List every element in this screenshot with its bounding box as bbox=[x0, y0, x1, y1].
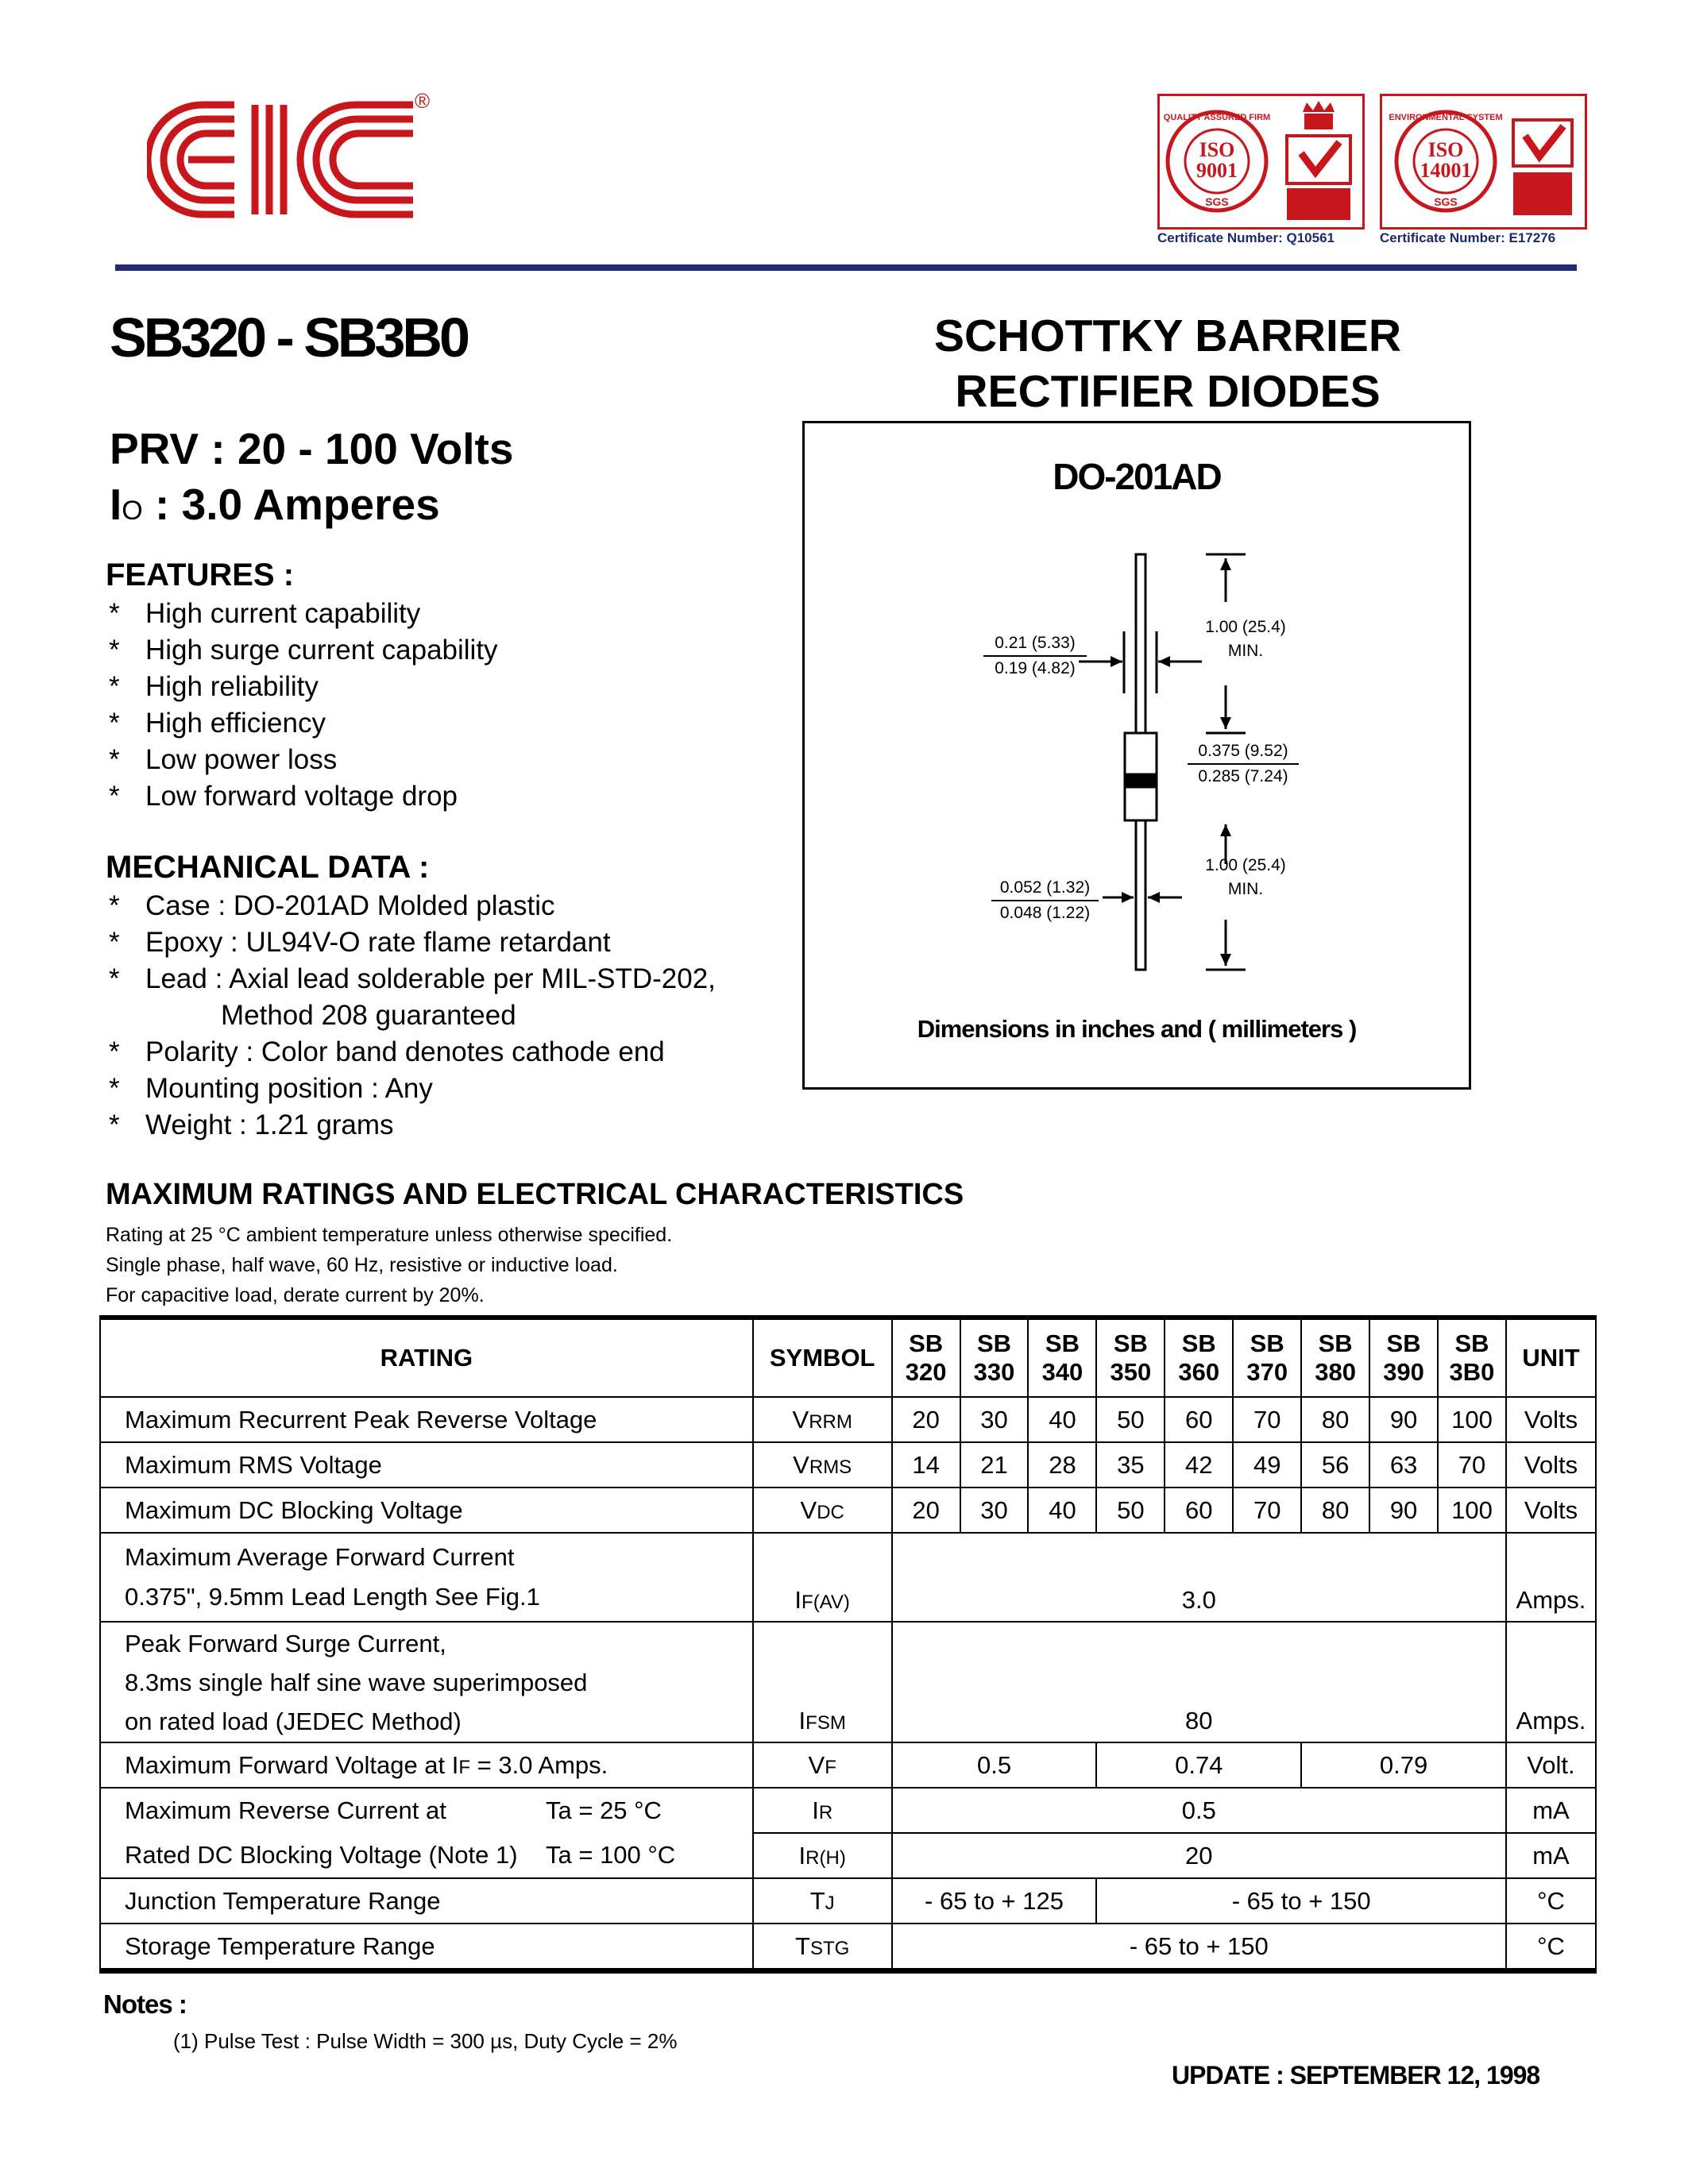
mechanical-item: * Polarity : Color band denotes cathode end bbox=[106, 1034, 716, 1071]
mechanical-item: * Epoxy : UL94V-O rate flame retardant bbox=[106, 924, 716, 961]
cell-value: 42 bbox=[1165, 1442, 1233, 1488]
cell-value: 3.0 bbox=[892, 1533, 1506, 1622]
svg-text:ENVIRONMENTAL SYSTEM: ENVIRONMENTAL SYSTEM bbox=[1389, 113, 1503, 122]
feature-item: * High reliability bbox=[106, 669, 498, 705]
dim-top-lead-min: MIN. bbox=[1227, 642, 1264, 660]
header-part: SB 340 bbox=[1028, 1319, 1096, 1397]
io-line bbox=[110, 477, 513, 538]
cert-number-14001: Certificate Number: E17276 bbox=[1380, 230, 1556, 245]
mechanical-item-cont: Method 208 guaranteed bbox=[221, 1000, 516, 1031]
cell-value: 0.5 bbox=[892, 1742, 1097, 1788]
ratings-heading: MAXIMUM RATINGS AND ELECTRICAL CHARACTERISTICS bbox=[106, 1178, 964, 1211]
header-rule bbox=[115, 264, 1577, 271]
io-value: : 3.0 Amperes bbox=[142, 480, 440, 529]
product-title bbox=[826, 308, 1509, 419]
cell-value: 70 bbox=[1438, 1442, 1506, 1488]
table-row-vdc bbox=[100, 1488, 1596, 1533]
cell-unit: Amps. bbox=[1506, 1622, 1596, 1742]
mechanical-item: * Case : DO-201AD Molded plastic bbox=[106, 888, 716, 924]
cell-value: - 65 to + 150 bbox=[1096, 1878, 1506, 1924]
cell-value: 0.79 bbox=[1301, 1742, 1506, 1788]
dim-bottom-lead-length-value: 1.00 (25.4) bbox=[1205, 856, 1286, 874]
iso9001-badge bbox=[1157, 94, 1365, 230]
cell-unit: Volt. bbox=[1506, 1742, 1596, 1788]
cell-unit: mA bbox=[1506, 1788, 1596, 1833]
cell-value: 63 bbox=[1369, 1442, 1438, 1488]
table-header-row bbox=[100, 1319, 1596, 1397]
row-symbol: VDC bbox=[753, 1488, 892, 1533]
io-subscript: O bbox=[122, 496, 143, 526]
cell-value: 90 bbox=[1369, 1488, 1438, 1533]
dim-lead-diameter bbox=[991, 876, 1099, 925]
feature-item: * High efficiency bbox=[106, 705, 498, 742]
cell-unit: Volts bbox=[1506, 1488, 1596, 1533]
title-line-2: RECTIFIER DIODES bbox=[955, 366, 1381, 417]
ratings-table bbox=[99, 1318, 1597, 1970]
header-rating: RATING bbox=[100, 1319, 753, 1397]
header-part: SB 360 bbox=[1165, 1319, 1233, 1397]
logo-text: EIC bbox=[147, 95, 149, 96]
cell-value: 70 bbox=[1233, 1397, 1301, 1442]
cell-value: 60 bbox=[1165, 1397, 1233, 1442]
cell-value: 14 bbox=[892, 1442, 960, 1488]
table-row-irh bbox=[100, 1833, 1596, 1878]
svg-text:SGS: SGS bbox=[1205, 195, 1229, 208]
cell-unit: Amps. bbox=[1506, 1533, 1596, 1622]
dim-lead-diameter-max: 0.052 (1.32) bbox=[991, 876, 1099, 901]
prv-io-block bbox=[110, 421, 513, 538]
cell-value: 35 bbox=[1096, 1442, 1165, 1488]
svg-text:QUALITY ASSURED FIRM: QUALITY ASSURED FIRM bbox=[1163, 113, 1271, 122]
dim-body-length bbox=[1188, 739, 1299, 789]
cell-value: 60 bbox=[1165, 1488, 1233, 1533]
features-heading: FEATURES : bbox=[106, 558, 295, 592]
row-label: Junction Temperature Range bbox=[100, 1878, 753, 1924]
row-symbol: IFSM bbox=[753, 1622, 892, 1742]
table-row-ifsm bbox=[100, 1622, 1596, 1742]
condition-line: Single phase, half wave, 60 Hz, resistive or inductive load. bbox=[106, 1254, 618, 1276]
ratings-conditions bbox=[106, 1220, 672, 1310]
table-row-ir bbox=[100, 1788, 1596, 1833]
package-drawing-box bbox=[802, 421, 1471, 1090]
diode-outline-drawing bbox=[805, 423, 1469, 1087]
cell-unit: mA bbox=[1506, 1833, 1596, 1878]
mechanical-item: * Lead : Axial lead solderable per MIL-STD-202, bbox=[106, 961, 716, 997]
table-bottom-rule bbox=[99, 1970, 1597, 1974]
cell-unit: °C bbox=[1506, 1878, 1596, 1924]
cell-value: 28 bbox=[1028, 1442, 1096, 1488]
row-label: Maximum Average Forward Current 0.375", 9.5mm Lead Length See Fig.1 bbox=[100, 1533, 753, 1622]
header-part: SB 370 bbox=[1233, 1319, 1301, 1397]
cell-value: 70 bbox=[1233, 1488, 1301, 1533]
cell-value: 56 bbox=[1301, 1442, 1369, 1488]
table-row-vf bbox=[100, 1742, 1596, 1788]
cell-value: 100 bbox=[1438, 1397, 1506, 1442]
mechanical-item: * Mounting position : Any bbox=[106, 1071, 716, 1107]
table-row-vrms bbox=[100, 1442, 1596, 1488]
cell-value: 20 bbox=[892, 1397, 960, 1442]
eic-logo bbox=[147, 95, 421, 226]
row-label: Peak Forward Surge Current, 8.3ms single half sine wave superimposed on rated load (JEDEC Method) bbox=[100, 1622, 753, 1742]
cell-value: 30 bbox=[960, 1488, 1029, 1533]
feature-item: * Low forward voltage drop bbox=[106, 778, 498, 815]
row-symbol: VF bbox=[753, 1742, 892, 1788]
prv-line: PRV : 20 - 100 Volts bbox=[110, 424, 514, 473]
cell-value: 30 bbox=[960, 1397, 1029, 1442]
cell-value: 80 bbox=[1301, 1397, 1369, 1442]
condition-line: For capacitive load, derate current by 20%. bbox=[106, 1284, 485, 1306]
condition-line: Rating at 25 °C ambient temperature unless otherwise specified. bbox=[106, 1224, 673, 1246]
part-number: SB320 - SB3B0 bbox=[110, 307, 467, 369]
dim-body-diameter-max: 0.21 (5.33) bbox=[983, 631, 1087, 657]
mechanical-list bbox=[106, 888, 716, 1144]
note-1: (1) Pulse Test : Pulse Width = 300 µs, Duty Cycle = 2% bbox=[173, 2029, 678, 2053]
package-name: DO-201AD bbox=[1053, 456, 1221, 497]
cell-unit: Volts bbox=[1506, 1397, 1596, 1442]
feature-item: * High current capability bbox=[106, 596, 498, 632]
update-date: UPDATE : SEPTEMBER 12, 1998 bbox=[1172, 2061, 1540, 2089]
dim-body-length-max: 0.375 (9.52) bbox=[1188, 739, 1299, 765]
svg-text:14001: 14001 bbox=[1420, 159, 1472, 182]
row-symbol: IR(H) bbox=[753, 1833, 892, 1878]
cell-value: 90 bbox=[1369, 1397, 1438, 1442]
cell-unit: °C bbox=[1506, 1924, 1596, 1969]
dim-lead-diameter-min: 0.048 (1.22) bbox=[999, 904, 1091, 922]
dim-bottom-lead-length bbox=[1194, 854, 1297, 901]
row-label: Maximum RMS Voltage bbox=[100, 1442, 753, 1488]
feature-item: * Low power loss bbox=[106, 742, 498, 778]
header-unit: UNIT bbox=[1506, 1319, 1596, 1397]
feature-item: * High surge current capability bbox=[106, 632, 498, 669]
row-label: Maximum Forward Voltage at IF = 3.0 Amps. bbox=[100, 1742, 753, 1788]
dim-body-length-min: 0.285 (7.24) bbox=[1198, 767, 1288, 785]
row-symbol: VRMS bbox=[753, 1442, 892, 1488]
dim-bottom-lead-min: MIN. bbox=[1227, 880, 1264, 898]
header-part: SB 380 bbox=[1301, 1319, 1369, 1397]
cell-value: 20 bbox=[892, 1488, 960, 1533]
svg-text:ISO: ISO bbox=[1427, 138, 1464, 161]
row-label: Storage Temperature Range bbox=[100, 1924, 753, 1969]
dim-body-diameter bbox=[983, 631, 1087, 681]
cell-value: 80 bbox=[1301, 1488, 1369, 1533]
row-label: Maximum Reverse Current at Ta = 25 °C bbox=[100, 1788, 753, 1833]
cell-value: - 65 to + 125 bbox=[892, 1878, 1097, 1924]
header-part: SB 330 bbox=[960, 1319, 1029, 1397]
cell-value: - 65 to + 150 bbox=[892, 1924, 1506, 1969]
row-label: Rated DC Blocking Voltage (Note 1) Ta = 100 °C bbox=[100, 1833, 753, 1878]
header-part: SB 350 bbox=[1096, 1319, 1165, 1397]
dim-body-diameter-min: 0.19 (4.82) bbox=[995, 659, 1076, 677]
cell-value: 49 bbox=[1233, 1442, 1301, 1488]
title-line-1: SCHOTTKY BARRIER bbox=[934, 311, 1401, 361]
row-symbol: TJ bbox=[753, 1878, 892, 1924]
cert-number-9001: Certificate Number: Q10561 bbox=[1157, 230, 1335, 245]
dim-top-lead-length-value: 1.00 (25.4) bbox=[1205, 618, 1286, 636]
table-row-vrrm bbox=[100, 1397, 1596, 1442]
table-row-ifav bbox=[100, 1533, 1596, 1622]
io-symbol: I bbox=[110, 480, 122, 529]
dim-top-lead-length bbox=[1194, 615, 1297, 663]
cell-value: 21 bbox=[960, 1442, 1029, 1488]
row-symbol: IF(AV) bbox=[753, 1533, 892, 1622]
header-symbol: SYMBOL bbox=[753, 1319, 892, 1397]
cell-value: 0.5 bbox=[892, 1788, 1506, 1833]
row-label: Maximum DC Blocking Voltage bbox=[100, 1488, 753, 1533]
features-list bbox=[106, 596, 498, 815]
cell-value: 20 bbox=[892, 1833, 1506, 1878]
header-part: SB 390 bbox=[1369, 1319, 1438, 1397]
cell-unit: Volts bbox=[1506, 1442, 1596, 1488]
cell-value: 80 bbox=[892, 1622, 1506, 1742]
row-label: Maximum Recurrent Peak Reverse Voltage bbox=[100, 1397, 753, 1442]
mechanical-heading: MECHANICAL DATA : bbox=[106, 850, 430, 885]
cell-value: 40 bbox=[1028, 1488, 1096, 1533]
svg-text:ISO: ISO bbox=[1199, 138, 1235, 161]
cell-value: 0.74 bbox=[1096, 1742, 1301, 1788]
cell-value: 40 bbox=[1028, 1397, 1096, 1442]
cell-value: 50 bbox=[1096, 1397, 1165, 1442]
table-row-tstg bbox=[100, 1924, 1596, 1969]
svg-text:9001: 9001 bbox=[1196, 159, 1238, 182]
cell-value: 50 bbox=[1096, 1488, 1165, 1533]
iso14001-badge bbox=[1380, 94, 1587, 230]
header-part: SB 320 bbox=[892, 1319, 960, 1397]
svg-text:SGS: SGS bbox=[1434, 195, 1458, 208]
cell-value: 100 bbox=[1438, 1488, 1506, 1533]
row-symbol: TSTG bbox=[753, 1924, 892, 1969]
header-part: SB 3B0 bbox=[1438, 1319, 1506, 1397]
table-row-tj bbox=[100, 1878, 1596, 1924]
row-symbol: VRRM bbox=[753, 1397, 892, 1442]
row-symbol: IR bbox=[753, 1788, 892, 1833]
dimensions-note: Dimensions in inches and ( millimeters ) bbox=[917, 1015, 1357, 1043]
registered-mark: ® bbox=[415, 89, 431, 113]
notes-heading: Notes : bbox=[103, 1989, 187, 2019]
mechanical-item: * Weight : 1.21 grams bbox=[106, 1107, 716, 1144]
